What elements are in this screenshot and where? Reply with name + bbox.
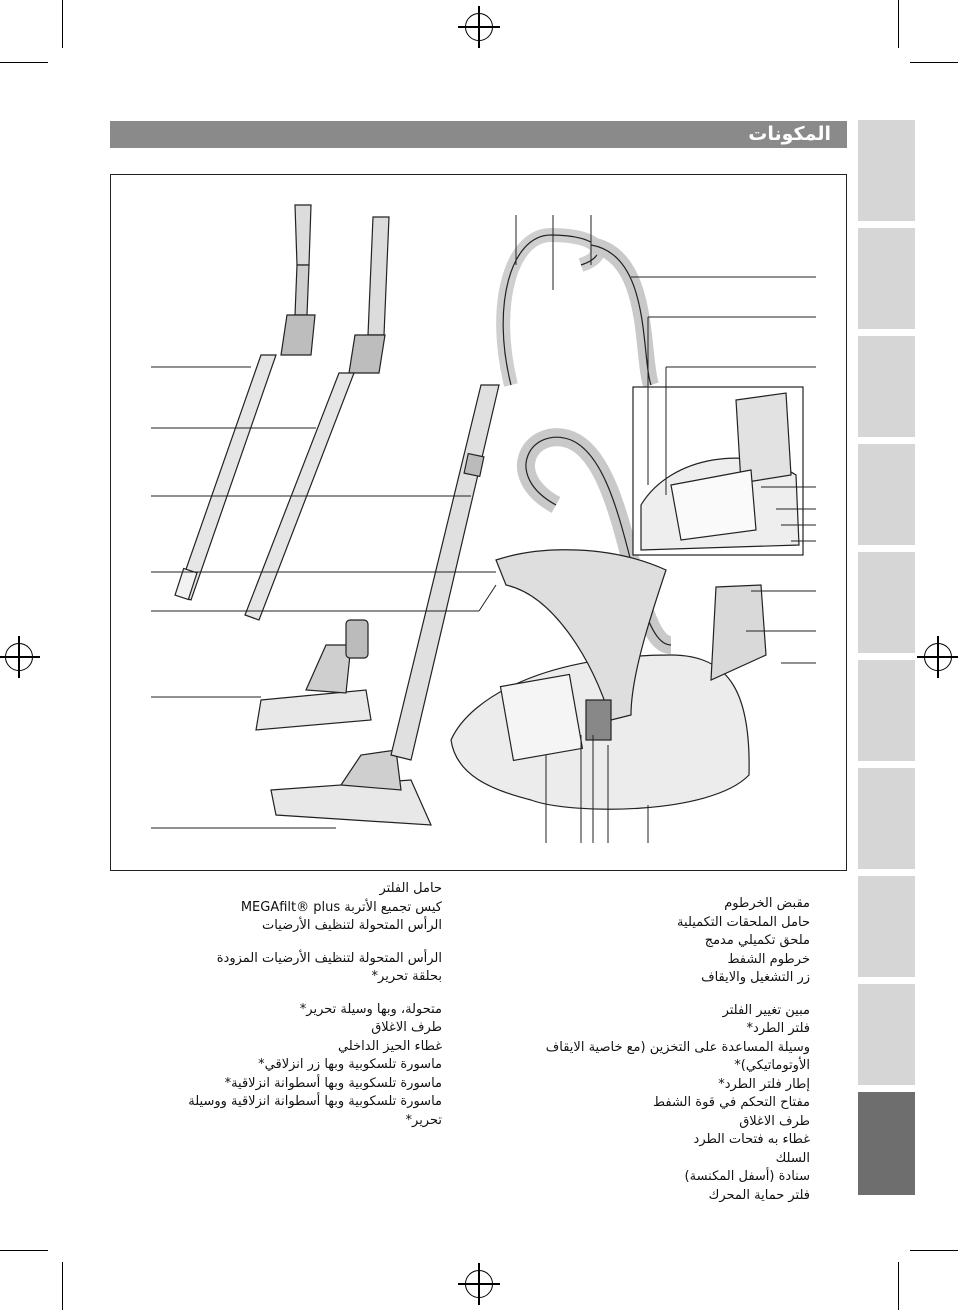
legend-item: الرأس المتحولة لتنظيف الأرضيات	[262, 918, 442, 933]
crop-mark	[0, 1250, 48, 1251]
legend-right-column	[490, 895, 810, 1205]
legend-item: ماسورة تلسكوبية وبها أسطوانة انزلاقية ووسيلة	[188, 1094, 442, 1109]
vacuum-cleaner-illustration	[111, 175, 846, 870]
legend-item: مقبض الخرطوم	[724, 896, 810, 911]
crop-mark	[62, 0, 63, 48]
legend-item: مبين تغيير الفلتر	[722, 1002, 810, 1018]
side-tab[interactable]	[858, 984, 915, 1085]
components-figure-frame	[110, 174, 847, 871]
crop-mark	[62, 1262, 63, 1310]
page-title: المكونات	[748, 123, 831, 145]
legend-item: حامل الملحقات التكميلية	[677, 914, 810, 930]
side-tab[interactable]	[858, 444, 915, 545]
crop-mark	[898, 0, 899, 48]
legend-item: ماسورة تلسكوبية وبها زر انزلاقي*	[258, 1057, 442, 1072]
legend-item: الرأس المتحولة لتنظيف الأرضيات المزودة	[216, 950, 442, 966]
telescopic-tube-2	[245, 217, 389, 620]
crop-mark	[0, 62, 48, 63]
legend-item: تحرير*	[405, 1112, 442, 1128]
registration-mark-icon	[924, 643, 952, 671]
legend-left-column	[122, 880, 442, 1130]
legend-item: غطاء به فتحات الطرد	[693, 1132, 810, 1147]
legend-item: غطاء الحيز الداخلي	[337, 1038, 442, 1054]
legend-item: خرطوم الشفط	[727, 951, 810, 967]
side-tab[interactable]	[858, 552, 915, 653]
side-tab[interactable]	[858, 876, 915, 977]
legend-item: فلتر الطرد*	[746, 1021, 810, 1036]
registration-mark-icon	[465, 13, 493, 41]
side-tab[interactable]	[858, 768, 915, 869]
vacuum-body	[451, 550, 749, 809]
legend-item: وسيلة المساعدة على التخزين (مع خاصية الايقاف	[545, 1039, 810, 1055]
legend-item: ملحق تكميلي مدمج	[704, 933, 810, 948]
registration-mark-icon	[465, 1270, 493, 1298]
legend-item: بحلقة تحرير*	[371, 969, 442, 984]
floor-nozzle-small	[256, 620, 371, 730]
legend-item: سنادة (أسفل المكنسة)	[684, 1169, 810, 1184]
legend-item: ماسورة تلسكوبية وبها أسطوانة انزلاقية*	[224, 1075, 442, 1091]
legend-item: السلك	[775, 1150, 810, 1166]
legend-item: طرف الاغلاق	[371, 1020, 442, 1035]
section-header-bar	[110, 121, 847, 148]
crop-mark	[910, 1250, 958, 1251]
floor-nozzle-large	[271, 750, 431, 825]
side-tab-active[interactable]	[858, 1092, 915, 1195]
side-tab[interactable]	[858, 228, 915, 329]
registration-mark-icon	[5, 643, 33, 671]
crop-mark	[898, 1262, 899, 1310]
inset-filter-view	[633, 387, 803, 555]
side-tab[interactable]	[858, 660, 915, 761]
legend-item: مفتاح التحكم في قوة الشفط	[653, 1095, 810, 1110]
legend-item: كيس تجميع الأتربة MEGAfilt® plus	[240, 899, 442, 915]
legend-item: حامل الفلتر	[379, 881, 442, 896]
motor-filter	[711, 585, 766, 680]
legend-item: متحولة، وبها وسيلة تحرير*	[299, 1001, 442, 1017]
legend-item: الأوتوماتيكي)*	[734, 1058, 810, 1073]
legend-item: فلتر حماية المحرك	[708, 1187, 810, 1203]
legend-item: طرف الاغلاق	[739, 1113, 810, 1129]
legend-item: إطار فلتر الطرد*	[718, 1076, 810, 1092]
telescopic-tube-1	[175, 205, 315, 600]
side-tab[interactable]	[858, 120, 915, 221]
crop-mark	[910, 62, 958, 63]
side-tab[interactable]	[858, 336, 915, 437]
legend-item: زر التشغيل والايقاف	[701, 970, 810, 985]
